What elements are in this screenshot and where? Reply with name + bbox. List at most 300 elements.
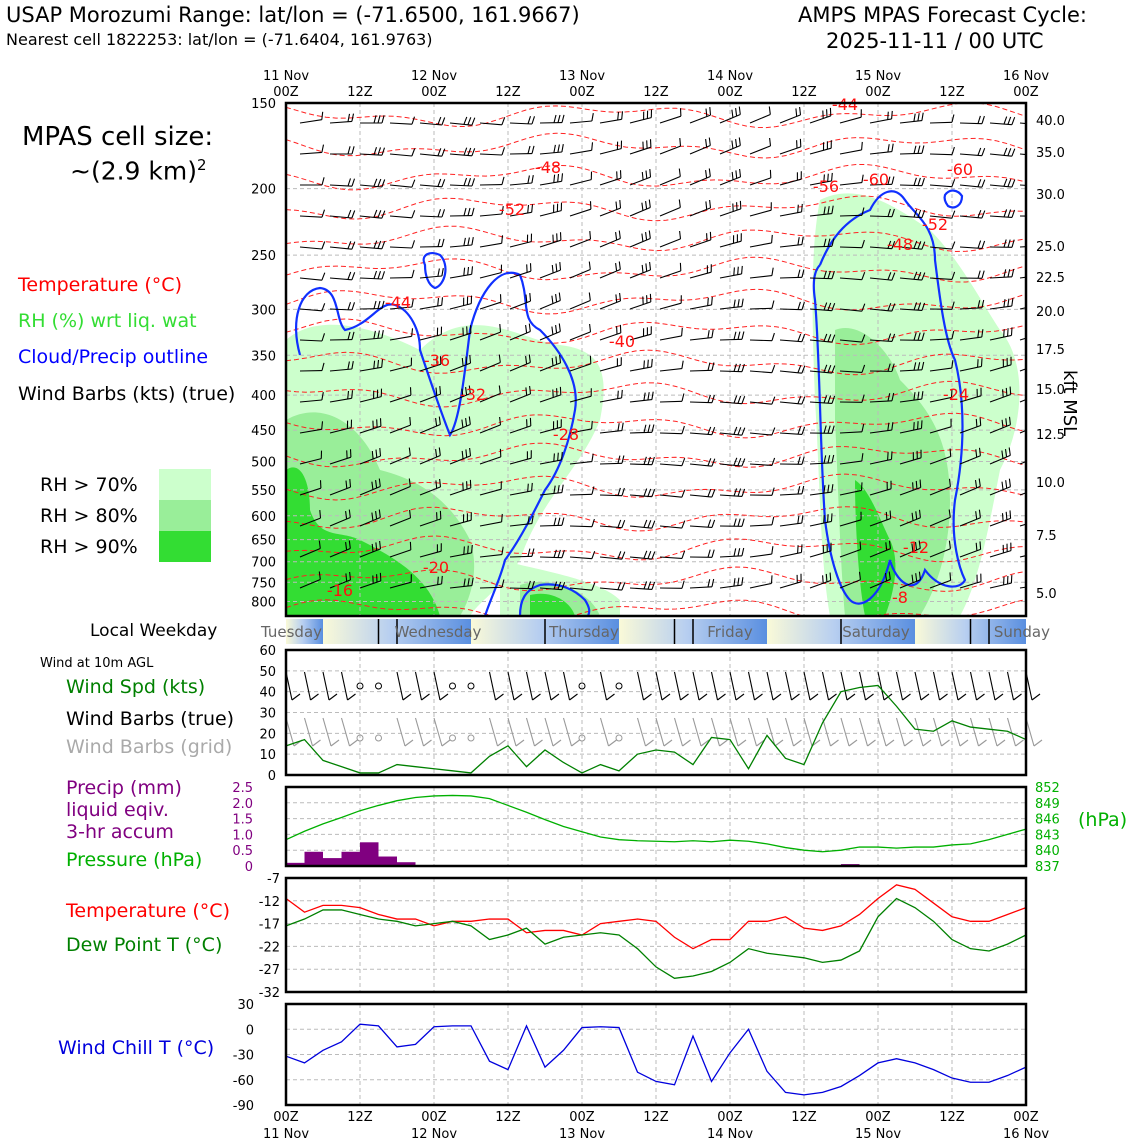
- cloud-outline: [424, 253, 446, 288]
- wind-barb-10m: [915, 672, 921, 700]
- wind-barb-10m: [508, 672, 514, 700]
- chill-tick-label: -90: [232, 1099, 254, 1114]
- wind-barb-feather: [558, 115, 560, 123]
- wind-barb: [690, 146, 710, 155]
- wind-barb-feather: [464, 178, 467, 186]
- wind-barb-feather: [740, 169, 741, 177]
- bottom-time-label: 12Z: [791, 1110, 817, 1125]
- wind-barb-feather: [796, 108, 797, 116]
- wind-barb: [720, 339, 742, 340]
- wind-barb: [600, 119, 622, 123]
- wind-barb: [750, 276, 772, 278]
- wind-barb-feather: [559, 293, 560, 301]
- wind-barb-10m-feather: [662, 694, 670, 700]
- wind-barb: [1020, 334, 1041, 340]
- wind-barb-feather: [562, 518, 564, 526]
- wind-barb: [570, 180, 591, 185]
- wind-barb-feather: [348, 178, 351, 186]
- wind-barb-feather: [706, 139, 707, 147]
- legend-temperature: Temperature (°C): [18, 274, 182, 296]
- wind-barb: [660, 433, 682, 434]
- wind-barb: [660, 303, 681, 309]
- wind-barb-feather: [922, 178, 924, 186]
- wind-barb: [540, 270, 561, 278]
- wind-barb: [570, 121, 592, 123]
- wind-barb-feather: [682, 426, 684, 434]
- wind-barb-feather: [1008, 240, 1010, 248]
- wind-barb: [750, 371, 772, 373]
- wind-barb: [990, 277, 1012, 278]
- wind-barb-feather: [616, 202, 617, 210]
- wind-barb-feather: [978, 116, 980, 124]
- weekday-label: Thursday: [549, 623, 619, 641]
- wind-barb: [690, 208, 711, 216]
- wind-barb: [930, 185, 952, 187]
- top-date-label: 16 Nov: [1002, 69, 1050, 84]
- precip-bar: [342, 852, 361, 866]
- wind-barb-grid-feather: [350, 740, 358, 746]
- wind-barb-feather: [862, 482, 863, 490]
- wind-barb: [570, 526, 592, 527]
- wind-barb-feather: [352, 272, 355, 280]
- wind-barb-feather: [914, 422, 915, 430]
- wind-barb-feather: [1008, 179, 1011, 187]
- wind-barb-feather: [562, 144, 563, 152]
- wind-barb-10m-feather: [866, 694, 874, 700]
- cross-section-panel: [251, 69, 1065, 624]
- wind-barb-feather: [738, 267, 739, 275]
- wind-barb-feather: [642, 234, 643, 242]
- temperature-contour-label: -24: [942, 385, 970, 404]
- pressure-tick-label: 200: [251, 182, 276, 198]
- wind-barb-feather: [464, 208, 466, 216]
- wind-barb-feather: [592, 142, 593, 150]
- wind-barb-feather: [500, 324, 501, 332]
- wind-barb: [720, 274, 742, 278]
- wind-barb-10m: [952, 672, 958, 700]
- precip-tick-label: 2.0: [232, 796, 253, 812]
- wind-barb-feather: [1002, 482, 1003, 490]
- wind-barb-feather: [918, 421, 919, 429]
- wind-barb-10m: [860, 672, 866, 700]
- wind-barb: [600, 431, 622, 433]
- wind-barb: [660, 369, 682, 371]
- wind-barb-10m-feather: [551, 694, 559, 700]
- wind-barb: [1020, 364, 1041, 372]
- wind-barb: [630, 118, 651, 123]
- wind-barb-grid-feather: [1016, 740, 1024, 746]
- legend-rh: RH (%) wrt liq. wat: [18, 310, 197, 332]
- wind-barb-feather: [348, 146, 350, 154]
- wind-barb-10m-feather: [977, 694, 985, 700]
- wind-tick-label: 40: [259, 685, 276, 701]
- wind-barb-10m-feather: [311, 694, 319, 700]
- wind-barb-10m-feather: [533, 694, 541, 700]
- wind-barb-feather: [982, 241, 985, 249]
- wind-barb: [480, 302, 501, 309]
- wind-barb-10m-feather: [847, 694, 855, 700]
- wind-barb-feather: [619, 231, 620, 239]
- pressure-tick-label: 843: [1035, 828, 1060, 844]
- bottom-time-label: 12Z: [495, 1110, 521, 1125]
- wind-barb-feather: [1006, 480, 1007, 488]
- label-precip-3: 3-hr accum: [66, 821, 174, 843]
- wind-barb-feather: [734, 332, 736, 340]
- wind-barb-feather: [648, 551, 651, 559]
- wind-barb-feather: [742, 548, 744, 556]
- wind-barb-feather: [772, 517, 774, 525]
- wind-barb-feather: [622, 390, 623, 398]
- wind-barb: [600, 149, 621, 154]
- wind-barb-10m-feather: [422, 694, 430, 700]
- pressure-tick-label: 150: [251, 97, 276, 112]
- wind-barb: [690, 177, 710, 186]
- wind-barb-feather: [978, 241, 981, 249]
- precip-tick-label: 0: [244, 860, 253, 875]
- pressure-tick-label: 840: [1035, 844, 1060, 860]
- wind-barb-feather: [618, 520, 621, 528]
- wind-barb-feather: [352, 179, 355, 187]
- wind-barb-feather: [978, 359, 979, 367]
- wind-barb-feather: [888, 144, 889, 152]
- wind-barb: [300, 278, 322, 280]
- weekday-label: Tuesday: [261, 623, 323, 641]
- wind-barb-feather: [616, 263, 617, 271]
- wind-barb-10m-feather: [699, 694, 707, 700]
- wind-barb-feather: [464, 268, 465, 276]
- wind-barb-feather: [982, 271, 984, 279]
- calm-circle-grid: [450, 735, 456, 741]
- wind-barb-feather: [824, 515, 825, 523]
- wind-barb-feather: [976, 419, 977, 427]
- wind-barb-grid-feather: [923, 740, 931, 746]
- wind-barb-feather: [772, 575, 773, 583]
- wind-barb: [780, 179, 801, 185]
- bottom-date-label: 11 Nov: [262, 1127, 310, 1140]
- wind-barb-feather: [920, 480, 921, 488]
- calm-circle: [468, 683, 474, 689]
- wind-barb-feather: [560, 262, 561, 270]
- wind-barb: [780, 212, 802, 216]
- windchill-panel: [233, 998, 1050, 1140]
- wind-barb-feather: [679, 169, 680, 177]
- top-date-label: 11 Nov: [262, 69, 310, 84]
- wind-barb-feather: [472, 545, 473, 553]
- wind-barb-feather: [649, 231, 650, 239]
- wind-barb: [900, 153, 922, 154]
- wind-barb-feather: [980, 418, 981, 426]
- label-dewpoint: Dew Point T (°C): [66, 934, 223, 956]
- wind-barb-feather: [556, 264, 557, 272]
- wind-barb: [840, 183, 862, 185]
- temperature-contour-label: -44: [831, 95, 859, 114]
- cell-size-sup: 2: [197, 156, 207, 174]
- wind-barb-grid: [786, 718, 794, 746]
- wind-barb-feather: [706, 170, 707, 178]
- wind-barb-feather: [468, 178, 471, 186]
- wind-barb-grid-feather: [516, 740, 524, 746]
- wind-barb-feather: [978, 271, 980, 279]
- wind-barb-feather: [552, 327, 553, 335]
- bottom-time-label: 12Z: [939, 1110, 965, 1125]
- wind-barb-feather: [472, 266, 473, 274]
- wind-barb-feather: [892, 177, 894, 185]
- wind-barb-feather: [410, 417, 411, 425]
- wind-barb-grid: [508, 718, 516, 746]
- wind-barb: [660, 557, 682, 558]
- wind-barb-feather: [738, 519, 740, 527]
- wind-barb-grid: [712, 718, 720, 746]
- wind-barb-feather: [736, 108, 737, 116]
- wind-barb-grid-feather: [313, 740, 321, 746]
- wind-barb-feather: [709, 169, 710, 177]
- wind-barb-feather: [622, 520, 625, 528]
- wind-barb-feather: [914, 178, 916, 186]
- wind-barb-feather: [526, 325, 527, 333]
- wind-barb-feather: [502, 147, 505, 155]
- wind-barb-feather: [558, 518, 560, 526]
- kft-tick-label: 15.0: [1036, 383, 1065, 398]
- wind-barb: [540, 211, 561, 216]
- wind-barb-feather: [532, 483, 533, 491]
- wind-panel: [259, 644, 1042, 784]
- wind-barb-feather: [708, 579, 710, 587]
- cell-size-title: MPAS cell size:: [22, 122, 214, 152]
- temperature-contour-label: -16: [326, 581, 354, 600]
- wind-barb-feather: [529, 324, 530, 332]
- wind-barb-10m: [527, 672, 533, 700]
- chill-tick-label: -30: [232, 1048, 254, 1064]
- wind-barb-feather: [802, 515, 803, 523]
- wind-barb-feather: [378, 301, 380, 309]
- wind-barb-feather: [914, 114, 915, 122]
- wind-barb-feather: [554, 115, 556, 123]
- wind-barb-grid-feather: [997, 740, 1005, 746]
- wind-barb-feather: [438, 577, 439, 585]
- wind-barb-feather: [619, 262, 620, 270]
- wind-barb: [390, 247, 412, 248]
- wind-barb-feather: [412, 328, 413, 336]
- bottom-time-label: 00Z: [1013, 1110, 1039, 1125]
- wind-barb-feather: [708, 298, 709, 306]
- bottom-time-label: 00Z: [717, 1110, 743, 1125]
- bottom-date-label: 12 Nov: [410, 1127, 458, 1140]
- wind-barb-feather: [442, 179, 445, 187]
- wind-barb-feather: [1008, 299, 1009, 307]
- wind-barb-feather: [769, 107, 770, 115]
- wind-barb-feather: [442, 576, 443, 584]
- weekday-bar: [260, 619, 1050, 644]
- calm-circle-grid: [468, 735, 474, 741]
- wind-barb-feather: [682, 551, 685, 559]
- wind-barb-feather: [892, 111, 893, 119]
- temperature-contour-label: -60: [946, 160, 974, 179]
- wind-barb-feather: [892, 451, 893, 459]
- chill-tick-label: 30: [237, 998, 254, 1013]
- wind-barb: [570, 270, 590, 279]
- calm-circle: [616, 683, 622, 689]
- temperature-contour-label: -44: [384, 293, 412, 312]
- wind-barb: [720, 585, 742, 588]
- bottom-time-label: 12Z: [643, 1110, 669, 1125]
- temp-tick-label: -27: [258, 963, 280, 979]
- header-subtitle: Nearest cell 1822253: lat/lon = (-71.6404, 161.9763): [6, 30, 433, 49]
- wind-barb-feather: [732, 110, 733, 118]
- wind-barb-feather: [918, 113, 919, 121]
- pressure-tick-label: 750: [251, 576, 276, 592]
- rh-key-90: RH > 90%: [40, 536, 138, 558]
- wind-barb-feather: [1010, 510, 1011, 518]
- top-date-label: 14 Nov: [706, 69, 754, 84]
- wind-tick-label: 30: [259, 706, 276, 722]
- wind-barb: [600, 270, 620, 279]
- wind-barb-grid: [823, 718, 831, 746]
- wind-barb-grid: [490, 718, 498, 746]
- wind-barb-feather: [710, 200, 711, 208]
- wind-barb-10m: [712, 672, 718, 700]
- wind-tick-label: 0: [267, 769, 276, 784]
- wind-barb-feather: [680, 231, 681, 239]
- wind-barb-feather: [472, 118, 475, 126]
- wind-barb-feather: [528, 116, 531, 124]
- wind-barb-feather: [559, 324, 560, 332]
- wind-barb-feather: [438, 239, 440, 247]
- wind-barb-feather: [374, 179, 377, 187]
- wind-barb-feather: [1009, 479, 1010, 487]
- wind-barb-feather: [616, 294, 617, 302]
- header-title: USAP Morozumi Range: lat/lon = (-71.6500, 161.9667): [6, 3, 580, 27]
- wind-barb-feather: [412, 210, 415, 218]
- wind-barb-feather: [378, 147, 381, 155]
- wind-barb-feather: [1004, 148, 1007, 156]
- wind-barb-feather: [348, 241, 351, 249]
- wind-barb-grid-feather: [738, 740, 746, 746]
- wind-barb-feather: [922, 113, 923, 121]
- wind-barb-10m: [305, 672, 311, 700]
- wind-barb: [660, 208, 680, 217]
- wind-barb: [1020, 520, 1041, 526]
- wind-barb-grid: [545, 718, 553, 746]
- bottom-time-label: 00Z: [865, 1110, 891, 1125]
- wind-barb-feather: [712, 579, 714, 587]
- wind-barb-feather: [618, 488, 620, 496]
- wind-barb-feather: [528, 146, 530, 154]
- wind-barb-feather: [1008, 328, 1009, 336]
- wind-barb-feather: [530, 293, 531, 301]
- wind-barb-feather: [860, 542, 861, 550]
- wind-barb-feather: [648, 457, 650, 465]
- wind-barb-feather: [468, 117, 471, 125]
- wind-barb: [1020, 456, 1040, 464]
- wind-barb-feather: [554, 550, 556, 558]
- wind-barb-feather: [472, 237, 473, 245]
- pressure-tick-label: 550: [251, 483, 276, 499]
- temperature-contour-label: -20: [422, 558, 450, 577]
- wind-barb-feather: [618, 391, 619, 399]
- wind-barb-feather: [739, 138, 740, 146]
- top-time-label: 12Z: [939, 85, 965, 100]
- wind-barb: [660, 526, 682, 528]
- wind-barb-feather: [798, 302, 800, 310]
- wind-barb-10m-feather: [1032, 694, 1040, 700]
- wind-barb-feather: [914, 146, 916, 154]
- wind-barb-10m: [989, 672, 995, 700]
- wind-barb-feather: [438, 148, 441, 156]
- wind-barb: [390, 123, 412, 124]
- wind-barb: [660, 495, 682, 497]
- wind-barb-feather: [736, 170, 737, 178]
- wind-barb-feather: [738, 458, 741, 466]
- temp-tick-label: -32: [258, 986, 280, 1001]
- wind-barb-feather: [464, 238, 466, 246]
- wind-barb: [750, 308, 772, 309]
- wind-barb-feather: [734, 519, 736, 527]
- wind-barb-feather: [562, 452, 563, 460]
- wind-barb-10m: [638, 672, 644, 700]
- rh-swatch-80: [159, 500, 211, 531]
- wind-barb-feather: [592, 113, 593, 121]
- wind-barb-feather: [1009, 448, 1010, 456]
- calm-circle: [450, 683, 456, 689]
- wind-barb-feather: [556, 325, 557, 333]
- wind-barb-feather: [552, 265, 553, 273]
- wind-barb-feather: [770, 138, 771, 146]
- wind-barb-feather: [682, 394, 684, 402]
- wind-barb-feather: [982, 148, 985, 156]
- wind-barb-feather: [710, 107, 711, 115]
- wind-barb-grid-feather: [775, 740, 783, 746]
- wind-barb-10m-feather: [995, 694, 1003, 700]
- wind-barb-feather: [554, 518, 556, 526]
- wind-barb-feather: [982, 180, 985, 188]
- wind-barb-feather: [412, 180, 415, 188]
- top-time-label: 00Z: [865, 85, 891, 100]
- top-date-label: 13 Nov: [558, 69, 606, 84]
- label-pressure: Pressure (hPa): [66, 849, 203, 871]
- wind-barb: [630, 177, 651, 185]
- wind-barb-10m: [749, 672, 755, 700]
- wind-barb-feather: [440, 386, 441, 394]
- wind-barb: [450, 274, 472, 278]
- wind-barb-feather: [916, 481, 917, 489]
- wind-barb-grid-feather: [1034, 740, 1042, 746]
- wind-barb-feather: [1039, 417, 1040, 425]
- precip-panel-frame: [286, 787, 1026, 866]
- wind-barb-feather: [652, 359, 653, 367]
- wind-barb: [300, 247, 322, 249]
- wind-barb-feather: [798, 270, 800, 278]
- wind-barb-grid-feather: [572, 740, 580, 746]
- wind-barb-feather: [350, 479, 351, 487]
- wind-barb-10m: [1008, 672, 1014, 700]
- wind-barb: [630, 432, 652, 433]
- wind-barb-feather: [502, 177, 504, 185]
- wind-barb-feather: [1004, 209, 1007, 217]
- wind-barb-grid: [693, 718, 701, 746]
- wind-barb-10m-feather: [829, 694, 837, 700]
- wind-barb-10m-feather: [440, 694, 448, 700]
- wind-barb-feather: [1006, 388, 1007, 396]
- wind-barb-feather: [772, 546, 773, 554]
- wind-barb-feather: [738, 548, 740, 556]
- wind-barb-feather: [798, 457, 800, 465]
- wind-barb-feather: [378, 271, 381, 279]
- pressure-tick-label: 849: [1035, 796, 1060, 812]
- wind-barb-feather: [736, 139, 737, 147]
- top-time-label: 00Z: [421, 85, 447, 100]
- wind-barb: [420, 276, 442, 278]
- wind-barb-feather: [642, 203, 643, 211]
